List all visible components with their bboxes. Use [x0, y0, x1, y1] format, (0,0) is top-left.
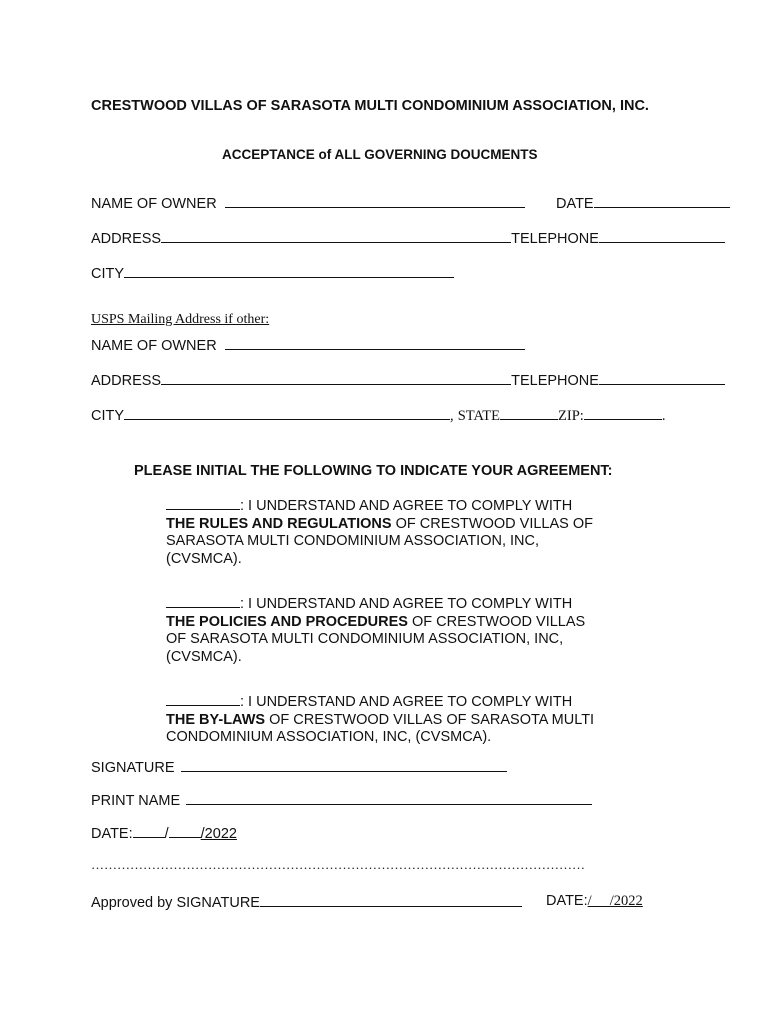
- agreement-item-policies: [166, 594, 606, 666]
- agreement-prefix: : I UNDERSTAND AND AGREE TO COMPLY WITH: [240, 498, 573, 514]
- agreement-heading: PLEASE INITIAL THE FOLLOWING TO INDICATE YOUR AGREEMENT:: [134, 463, 613, 479]
- owner-city-label: CITY: [91, 266, 125, 282]
- initial-field-policies[interactable]: [166, 594, 240, 608]
- signature-date-sep: /: [164, 826, 169, 842]
- mailing-period: .: [661, 408, 666, 424]
- signature-label: SIGNATURE: [91, 760, 175, 776]
- mailing-address-field[interactable]: [161, 371, 511, 385]
- mailing-address-row: [91, 371, 725, 389]
- document-subtitle: ACCEPTANCE of ALL GOVERNING DOUCMENTS: [222, 147, 538, 162]
- initial-field-rules[interactable]: [166, 496, 240, 510]
- owner-date-field[interactable]: [594, 194, 730, 208]
- approved-row: [91, 893, 522, 911]
- owner-date-row: [556, 194, 730, 212]
- mailing-city-label: CITY: [91, 408, 125, 424]
- mailing-telephone-field[interactable]: [599, 371, 725, 385]
- print-name-label: PRINT NAME: [91, 793, 181, 809]
- owner-city-row: [91, 264, 454, 282]
- mailing-heading: USPS Mailing Address if other:: [91, 312, 270, 327]
- mailing-city-row: [91, 406, 665, 425]
- agreement-item-rules: [166, 496, 606, 568]
- initial-field-bylaws[interactable]: [166, 692, 240, 706]
- owner-address-row: [91, 229, 725, 247]
- mailing-name-row: [91, 336, 525, 354]
- mailing-zip-label: ZIP:: [558, 408, 584, 424]
- mailing-telephone-label: TELEPHONE: [511, 373, 599, 389]
- document-title: CRESTWOOD VILLAS OF SARASOTA MULTI CONDOMINIUM ASSOCIATION, INC.: [91, 98, 649, 114]
- signature-date-row: [91, 824, 237, 842]
- mailing-state-label: STATE: [457, 408, 501, 424]
- print-name-row: [91, 791, 592, 809]
- approved-label: Approved by SIGNATURE: [91, 895, 260, 911]
- print-name-field[interactable]: [186, 791, 592, 805]
- owner-address-field[interactable]: [161, 229, 511, 243]
- agreement-suffix: OF CRESTWOOD VILLAS OF SARASOTA MULTI CONDOMINIUM ASSOCIATION, INC, (CVSMCA).: [166, 613, 586, 665]
- mailing-city-field[interactable]: [124, 406, 450, 420]
- signature-day-field[interactable]: [169, 824, 201, 838]
- approved-date-label: DATE:: [546, 893, 588, 909]
- mailing-name-field[interactable]: [225, 336, 525, 350]
- owner-city-field[interactable]: [124, 264, 454, 278]
- mailing-name-label: NAME OF OWNER: [91, 338, 217, 354]
- approved-signature-field[interactable]: [260, 893, 522, 907]
- owner-name-row: [91, 194, 525, 212]
- agreement-bold: THE POLICIES AND PROCEDURES: [166, 613, 408, 630]
- mailing-comma: ,: [450, 408, 454, 424]
- owner-name-field[interactable]: [225, 194, 525, 208]
- signature-row: [91, 758, 507, 776]
- mailing-zip-field[interactable]: [584, 406, 662, 420]
- agreement-suffix: OF CRESTWOOD VILLAS OF SARASOTA MULTI CONDOMINIUM ASSOCIATION, INC, (CVSMCA).: [166, 711, 595, 745]
- mailing-state-field[interactable]: [500, 406, 558, 420]
- agreement-prefix: : I UNDERSTAND AND AGREE TO COMPLY WITH: [240, 694, 573, 710]
- agreement-item-bylaws: [166, 692, 606, 747]
- agreement-suffix: OF CRESTWOOD VILLAS OF SARASOTA MULTI CONDOMINIUM ASSOCIATION, INC, (CVSMCA).: [166, 515, 593, 567]
- signature-date-year: /2022: [200, 826, 237, 842]
- owner-date-label: DATE: [556, 196, 594, 212]
- approved-date-value: / /2022: [587, 893, 643, 909]
- signature-date-label: DATE:: [91, 826, 133, 842]
- owner-name-label: NAME OF OWNER: [91, 196, 217, 212]
- approved-date-row: [546, 893, 643, 910]
- mailing-address-label: ADDRESS: [91, 373, 162, 389]
- owner-telephone-label: TELEPHONE: [511, 231, 599, 247]
- agreement-bold: THE RULES AND REGULATIONS: [166, 515, 392, 532]
- signature-month-field[interactable]: [133, 824, 165, 838]
- agreement-prefix: : I UNDERSTAND AND AGREE TO COMPLY WITH: [240, 596, 573, 612]
- owner-address-label: ADDRESS: [91, 231, 162, 247]
- owner-telephone-field[interactable]: [599, 229, 725, 243]
- dotted-separator: ……………………………………………………………………………………………………: [91, 857, 585, 872]
- agreement-bold: THE BY-LAWS: [166, 711, 266, 728]
- signature-field[interactable]: [181, 758, 507, 772]
